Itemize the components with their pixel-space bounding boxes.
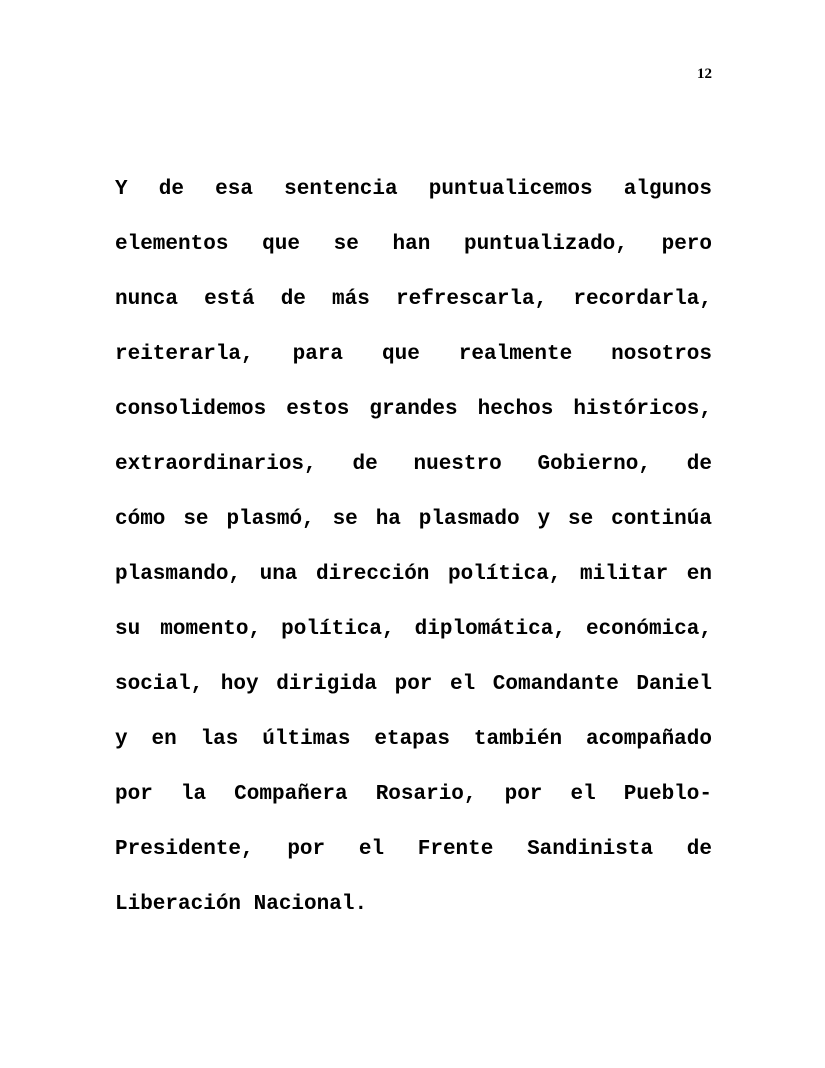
paragraph-line: su momento, política, diplomática, económica, [115,618,712,641]
paragraph-line: reiterarla, para que realmente nosotros [115,343,712,366]
paragraph-line: Liberación Nacional. [115,893,368,916]
paragraph-line: y en las últimas etapas también acompañado [115,728,712,751]
paragraph-line: social, hoy dirigida por el Comandante Daniel [115,673,712,696]
paragraph-line: consolidemos estos grandes hechos históricos, [115,398,712,421]
paragraph-line: elementos que se han puntualizado, pero [115,233,712,256]
paragraph-line: cómo se plasmó, se ha plasmado y se continúa [115,508,712,531]
paragraph-line: por la Compañera Rosario, por el Pueblo- [115,783,712,806]
paragraph-line: Y de esa sentencia puntualicemos algunos [115,178,712,201]
paragraph-line: plasmando, una dirección política, militar en [115,563,712,586]
body-paragraph [115,167,712,937]
page-number: 12 [697,66,712,82]
paragraph-line: extraordinarios, de nuestro Gobierno, de [115,453,712,476]
paragraph-line: nunca está de más refrescarla, recordarla, [115,288,712,311]
paragraph-line: Presidente, por el Frente Sandinista de [115,838,712,861]
